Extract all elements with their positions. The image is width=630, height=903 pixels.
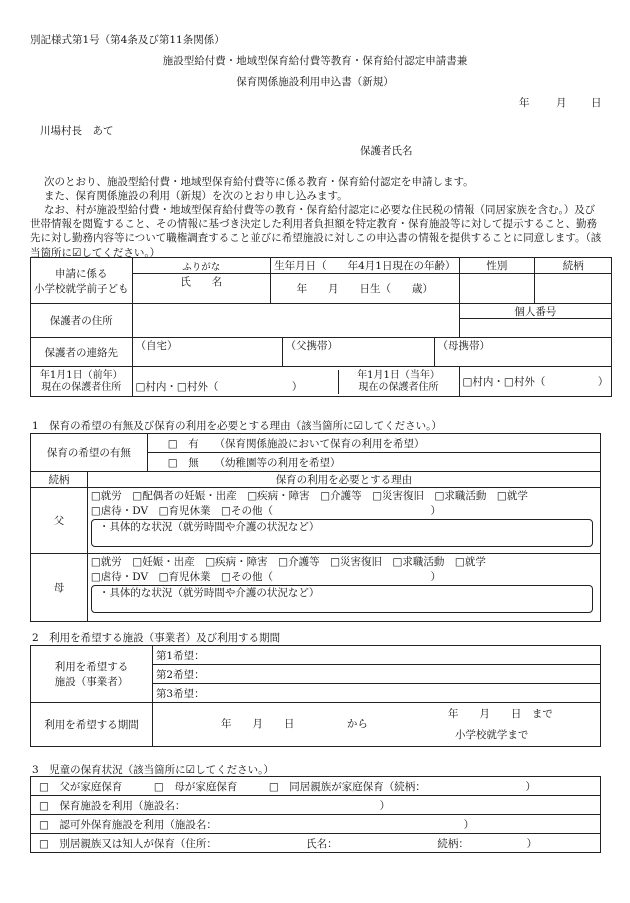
in-out-curr[interactable]: □村内・□村外（ ） xyxy=(459,367,612,397)
father-reasons[interactable] xyxy=(87,488,600,554)
choice3[interactable]: 第3希望： xyxy=(152,684,600,703)
father-label: 父 xyxy=(31,488,88,554)
intro-p3: なお、村が施設型給付費・地域型保育給付費等の教育・保育給付認定に必要な住民税の情報（同居家族を含む。）及び世帯情報を閲覧すること、その情報に基づき決定した利用者負担額を特定教育・保育施設等に対して提示すること、勤務先に対し勤務内容等について職権調査すること並びに希望施設に対しこの申込書の情報を提供することに同意します。（該当箇所に☑してください。） xyxy=(30,204,602,259)
father-situation[interactable]: ・具体的な状況（就労時間や介護の状況など） xyxy=(91,519,597,547)
sex-label: 性別 xyxy=(459,258,535,274)
section3-table xyxy=(30,776,601,853)
father-mobile[interactable]: （父携帯） xyxy=(283,338,435,366)
personal-number-cell[interactable] xyxy=(459,304,612,338)
status-row2[interactable]: □ 保育施設を利用（施設名： ） xyxy=(31,796,601,815)
furigana-label: ふりがな xyxy=(132,258,271,274)
curr-address-label: 年1月1日（当年） 現在の保護者住所 xyxy=(338,370,459,394)
contact-label: 保護者の連絡先 xyxy=(31,338,133,367)
choice1[interactable]: 第1希望： xyxy=(152,646,600,665)
sex-value[interactable] xyxy=(459,274,535,304)
birth-value: 年 月 日生（ 歳） xyxy=(271,274,459,304)
status-row1[interactable]: □ 父が家庭保育 □ 母が家庭保育 □ 同居親族が家庭保育（続柄： ） xyxy=(31,777,601,796)
birth-label: 生年月日（ 年4月1日現在の年齢） xyxy=(271,258,459,274)
reason-col: 保育の利用を必要とする理由 xyxy=(87,472,600,488)
form-number: 別記様式第1号（第4条及び第11条関係） xyxy=(30,34,225,46)
guardian-name-label: 保護者氏名 xyxy=(360,145,413,157)
section2-table xyxy=(30,645,601,747)
section3-heading: 3 児童の保育状況（該当箇所に☑してください。） xyxy=(32,764,274,776)
relation-value[interactable] xyxy=(535,274,612,304)
mother-situation[interactable]: ・具体的な状況（就労時間や介護の状況など） xyxy=(91,585,597,613)
period-school[interactable]: 小学校就学まで xyxy=(454,729,529,741)
child-label: 申請に係る 小学校就学前子ども xyxy=(31,258,133,304)
date-year: 年 xyxy=(519,97,530,109)
relation-label: 続柄 xyxy=(535,258,612,274)
guardian-address-label: 保護者の住所 xyxy=(31,304,133,338)
facility-label: 利用を希望する 施設（事業者） xyxy=(31,646,153,703)
choice2[interactable]: 第2希望： xyxy=(152,665,600,684)
wish-label: 保育の希望の有無 xyxy=(31,434,148,472)
status-row4[interactable]: □ 別居親族又は知人が保育（住所： 氏名： 続柄： ） xyxy=(31,834,601,853)
status-row3[interactable]: □ 認可外保育施設を利用（施設名： ） xyxy=(31,815,601,834)
personal-number-label: 個人番号 xyxy=(460,304,612,319)
wish-yes[interactable]: □ 有 （保育関係施設において保育の利用を希望） xyxy=(147,434,600,453)
title-line2: 保育関係施設利用申込書（新規） xyxy=(236,76,394,88)
section2-heading: 2 利用を希望する施設（事業者）及び利用する期間 xyxy=(32,632,281,644)
mother-label: 母 xyxy=(31,554,88,622)
period-value[interactable] xyxy=(152,703,600,747)
wish-no[interactable]: □ 無 （幼稚園等の利用を希望） xyxy=(147,453,600,472)
addressee: 川場村長 あて xyxy=(40,125,114,137)
mother-reasons[interactable] xyxy=(87,554,600,622)
section1-heading: 1 保育の希望の有無及び保育の利用を必要とする理由（該当箇所に☑してください。） xyxy=(32,420,442,432)
child-name-label: 氏 名 xyxy=(132,274,271,304)
mother-line2[interactable]: □虐待・DV □育児休業 □その他（ ） xyxy=(90,571,441,583)
prev-address-label: 年1月1日（前年） 現在の保護者住所 xyxy=(31,367,133,397)
period-from[interactable]: 年 月 日 から xyxy=(220,718,368,730)
mother-line1[interactable]: □就労 □妊娠・出産 □疾病・障害 □介護等 □災害復旧 □求職活動 □就学 xyxy=(90,556,486,568)
home-phone[interactable]: （自宅） xyxy=(133,338,283,366)
period-to[interactable]: 年 月 日 まで xyxy=(447,708,553,720)
father-line1[interactable]: □就労 □配偶者の妊娠・出産 □疾病・障害 □介護等 □災害復旧 □求職活動 □就学 xyxy=(90,490,528,502)
date-day: 日 xyxy=(591,97,602,109)
applicant-table xyxy=(30,257,612,397)
relation-col: 続柄 xyxy=(31,472,88,488)
prev-address-cell[interactable] xyxy=(132,367,459,397)
mother-mobile[interactable]: （母携帯） xyxy=(437,340,490,352)
intro-p2: また、保育関係施設の利用（新規）を次のとおり申し込みます。 xyxy=(44,190,348,202)
contact-cell[interactable] xyxy=(132,338,612,367)
guardian-address-value[interactable] xyxy=(132,304,459,338)
section1-table xyxy=(30,433,601,622)
father-line2[interactable]: □虐待・DV □育児休業 □その他（ ） xyxy=(90,505,441,517)
in-out-prev[interactable]: □村内・□村外（ ） xyxy=(135,380,303,393)
date-month: 月 xyxy=(556,97,567,109)
period-label: 利用を希望する期間 xyxy=(31,703,153,747)
title-line1: 施設型給付費・地域型保育給付費等教育・保育給付認定申請書兼 xyxy=(162,55,468,67)
intro-p1: 次のとおり、施設型給付費・地域型保育給付費等に係る教育・保育給付認定を申請します。 xyxy=(44,176,474,188)
